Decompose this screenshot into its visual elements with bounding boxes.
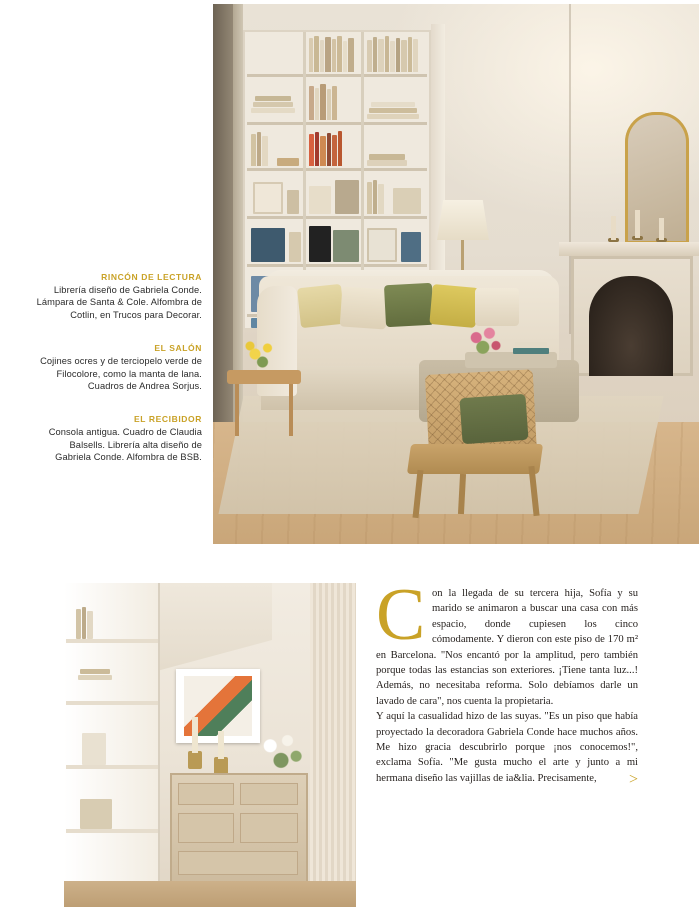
- article-paragraph-1: on la llegada de su tercera hija, Sofía y su marido se animaron a buscar una casa con más espacio, donde cupiesen los cinco cómodamente. Y dieron con este piso de 170 m² en Barcelona. "Nos encantó por la amplitud, pero también porque todas las estancias son exteriores. ¡Tiene tanta luz...! Además, no necesitaba reforma. Solo debíamos darle un lavado de cara", nos cuenta la propietaria.: [376, 588, 638, 707]
- antique-console: [170, 773, 308, 885]
- fireplace-opening: [589, 276, 673, 376]
- book-on-tray: [513, 348, 549, 354]
- photo-entryway: [64, 583, 356, 907]
- paneled-door: [310, 583, 356, 907]
- caption-body: Librería diseño de Gabriela Conde. Lámpara de Santa & Cole. Alfombra de Cotlin, en Trucos para Decorar.: [36, 285, 202, 320]
- floor-lamp-shade: [437, 200, 489, 240]
- chair-green-pillow: [459, 394, 528, 444]
- photo-living-room: [213, 4, 699, 544]
- tall-bookcase: [64, 583, 160, 907]
- white-flower-bouquet: [254, 725, 308, 777]
- cushion-ochre-1: [297, 284, 345, 328]
- flower-arrangement-yellow: [235, 334, 285, 374]
- caption-title: EL RECIBIDOR: [134, 414, 202, 425]
- caption-body: Consola antigua. Cuadro de Claudia Balsells. Librería alta diseño de Gabriela Conde. Alfombra de BSB.: [48, 427, 202, 463]
- entry-floor: [64, 881, 356, 907]
- caption-title: RINCÓN DE LECTURA: [101, 272, 202, 282]
- caption-block-recibidor: [36, 414, 202, 463]
- flower-arrangement-pink: [463, 320, 507, 364]
- article-paragraph-2: Y aquí la casualidad hizo de las suyas. "Es un piso que había proyectado la decoradora Gabriela Conde hace muchos años. Me hizo gracia descubrirlo porque ¡nos conocemos!", exclama Sofía. "Me gusta mucho el arte y junto a mi hermana diseño las vajillas de ia&lia. Precisamente,: [376, 711, 638, 784]
- dropcap-letter: C: [376, 574, 426, 656]
- continuation-arrow: >: [628, 771, 638, 789]
- caption-title: EL SALÓN: [154, 343, 202, 354]
- book-on-tray-2: [515, 342, 547, 348]
- rattan-chair-seat: [407, 444, 543, 474]
- cushion-green-velvet: [384, 283, 434, 327]
- article-body: [376, 574, 638, 789]
- caption-column: [36, 272, 202, 486]
- caption-body: Cojines ocres y de terciopelo verde de Filocolore, como la manta de lana. Cuadros de Andrea Sorjus.: [40, 356, 202, 392]
- caption-block-rincon: [36, 272, 202, 321]
- fireplace-mantel: [559, 242, 699, 256]
- caption-block-salon: [36, 343, 202, 392]
- cushion-beige: [340, 286, 389, 329]
